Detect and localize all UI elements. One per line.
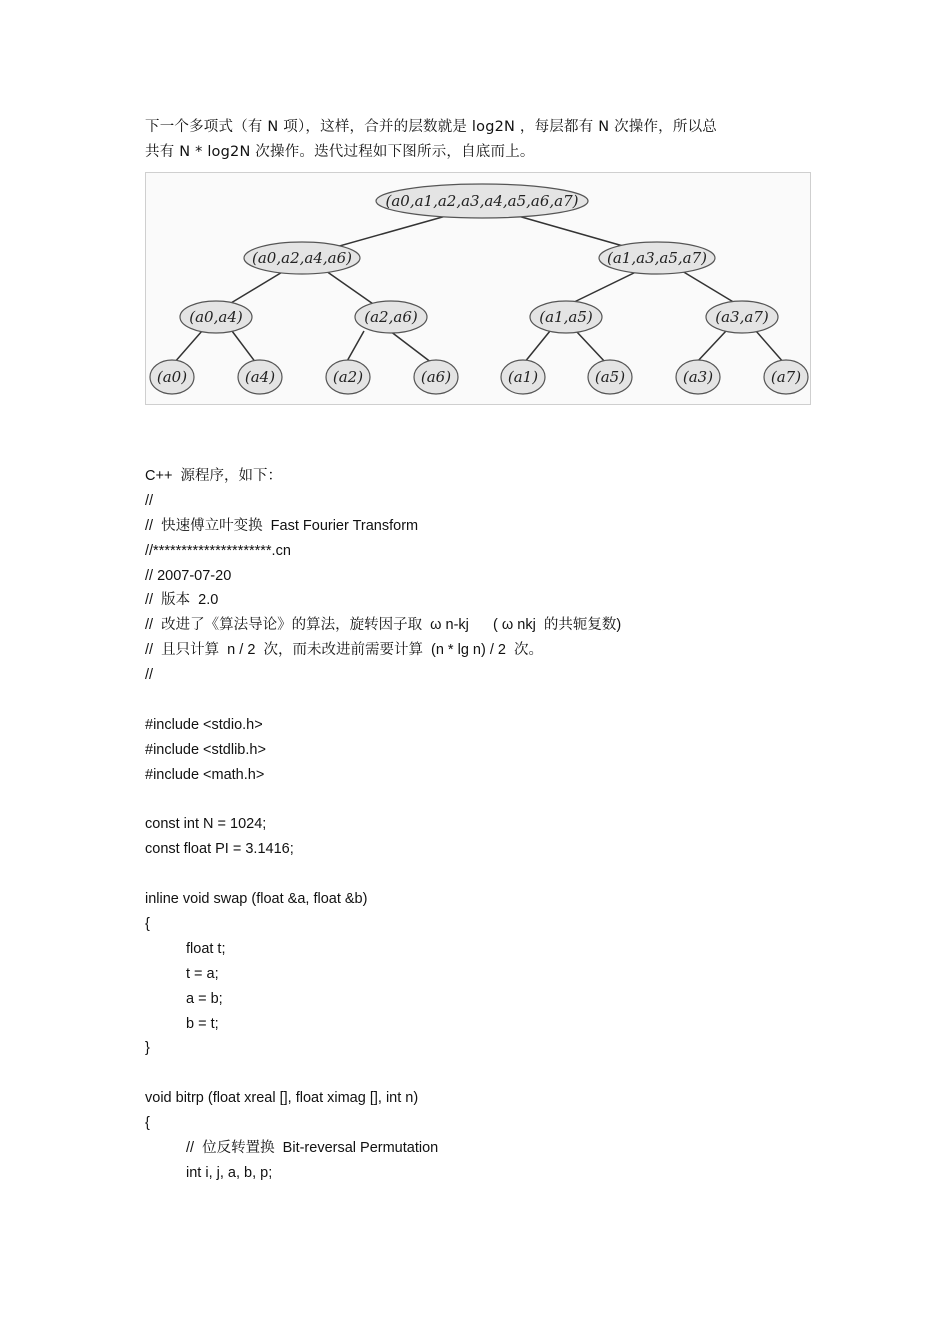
code-line: { bbox=[145, 916, 150, 933]
merge-tree-figure bbox=[145, 172, 811, 405]
code-line: // bbox=[145, 492, 154, 509]
tree-leaf bbox=[414, 360, 458, 394]
tree-edge bbox=[576, 331, 606, 363]
code-line: // 且只计算 n / 2 次，而未改进前需要计算 (n * lg n) / 2 次。 bbox=[145, 642, 544, 659]
tree-edge bbox=[390, 331, 432, 363]
code-line: #include <stdlib.h> bbox=[145, 741, 266, 758]
tree-node bbox=[530, 301, 602, 333]
tree-edge bbox=[226, 271, 284, 306]
intro-line-1: 下一个多项式（有 N 项），这样，合并的层数就是 log2N ，每层都有 N 次操作，所以总 bbox=[145, 119, 717, 135]
tree-edge bbox=[326, 271, 376, 306]
code-line: int i, j, a, b, p; bbox=[186, 1164, 273, 1181]
tree-node-label: (a0,a1,a2,a3,a4,a5,a6,a7) bbox=[385, 192, 579, 210]
code-line: #include <stdio.h> bbox=[145, 716, 263, 733]
code-line: inline void swap (float &a, float &b) bbox=[145, 891, 368, 908]
tree-leaf bbox=[238, 360, 282, 394]
tree-node-root bbox=[376, 184, 588, 218]
tree-node-odd bbox=[599, 242, 715, 274]
code-line: // 位反转置换 Bit-reversal Permutation bbox=[186, 1140, 439, 1157]
tree-edge bbox=[232, 331, 256, 363]
tree-node-label: (a2) bbox=[332, 368, 364, 386]
tree-node-label: (a5) bbox=[594, 368, 626, 386]
code-line: const float PI = 3.1416; bbox=[145, 841, 294, 858]
tree-node bbox=[180, 301, 252, 333]
code-blank-line bbox=[145, 862, 845, 887]
code-blank-line bbox=[145, 788, 845, 813]
tree-node bbox=[706, 301, 778, 333]
code-line: const int N = 1024; bbox=[145, 816, 267, 833]
code-heading: C++ 源程序，如下： bbox=[145, 468, 282, 484]
tree-node bbox=[355, 301, 427, 333]
tree-node-label: (a0,a4) bbox=[189, 308, 243, 326]
tree-leaf bbox=[501, 360, 545, 394]
code-line: // 版本 2.0 bbox=[145, 592, 219, 609]
tree-node-label: (a3) bbox=[682, 368, 714, 386]
tree-leaf bbox=[326, 360, 370, 394]
tree-node-label: (a6) bbox=[420, 368, 452, 386]
code-line: #include <math.h> bbox=[145, 766, 265, 783]
tree-node-label: (a1,a3,a5,a7) bbox=[607, 249, 707, 267]
tree-leaf bbox=[150, 360, 194, 394]
tree-node-label: (a1,a5) bbox=[539, 308, 593, 326]
code-line: // bbox=[145, 667, 154, 684]
code-blank-line bbox=[145, 688, 845, 713]
code-line: float t; bbox=[186, 940, 226, 957]
tree-edge bbox=[696, 331, 726, 363]
tree-edge bbox=[346, 331, 364, 363]
tree-leaf bbox=[676, 360, 720, 394]
code-listing bbox=[145, 464, 845, 1186]
tree-leaf bbox=[588, 360, 632, 394]
tree-node-label: (a3,a7) bbox=[715, 308, 769, 326]
tree-node-even bbox=[244, 242, 360, 274]
code-blank-line bbox=[145, 1061, 845, 1086]
code-line: // 2007-07-20 bbox=[145, 567, 232, 584]
tree-node-label: (a1) bbox=[507, 368, 539, 386]
tree-leaf bbox=[764, 360, 808, 394]
code-line: // 快速傅立叶变换 Fast Fourier Transform bbox=[145, 517, 419, 534]
tree-node-label: (a2,a6) bbox=[364, 308, 418, 326]
tree-edge bbox=[174, 331, 202, 363]
intro-line-2: 共有 N * log2N 次操作。迭代过程如下图所示，自底而上。 bbox=[145, 144, 535, 160]
tree-edge bbox=[682, 271, 740, 306]
code-line: t = a; bbox=[186, 965, 219, 982]
tree-node-label: (a0,a2,a4,a6) bbox=[252, 249, 352, 267]
tree-edge bbox=[566, 271, 638, 306]
code-line: } bbox=[145, 1040, 150, 1057]
code-line: //*********************.cn bbox=[145, 542, 291, 559]
tree-edge bbox=[756, 331, 784, 363]
code-line: { bbox=[145, 1115, 150, 1132]
code-line: // 改进了《算法导论》的算法，旋转因子取 ω n-kj ( ω nkj 的共轭复数) bbox=[145, 617, 622, 634]
tree-node-label: (a0) bbox=[156, 368, 188, 386]
code-line: void bitrp (float xreal [], float ximag [], int n) bbox=[145, 1090, 419, 1107]
tree-edge bbox=[524, 331, 550, 363]
code-line: a = b; bbox=[186, 990, 223, 1007]
merge-tree-diagram bbox=[146, 173, 810, 404]
tree-node-label: (a4) bbox=[244, 368, 276, 386]
intro-paragraph bbox=[145, 115, 810, 165]
tree-node-label: (a7) bbox=[770, 368, 802, 386]
code-line: b = t; bbox=[186, 1015, 219, 1032]
